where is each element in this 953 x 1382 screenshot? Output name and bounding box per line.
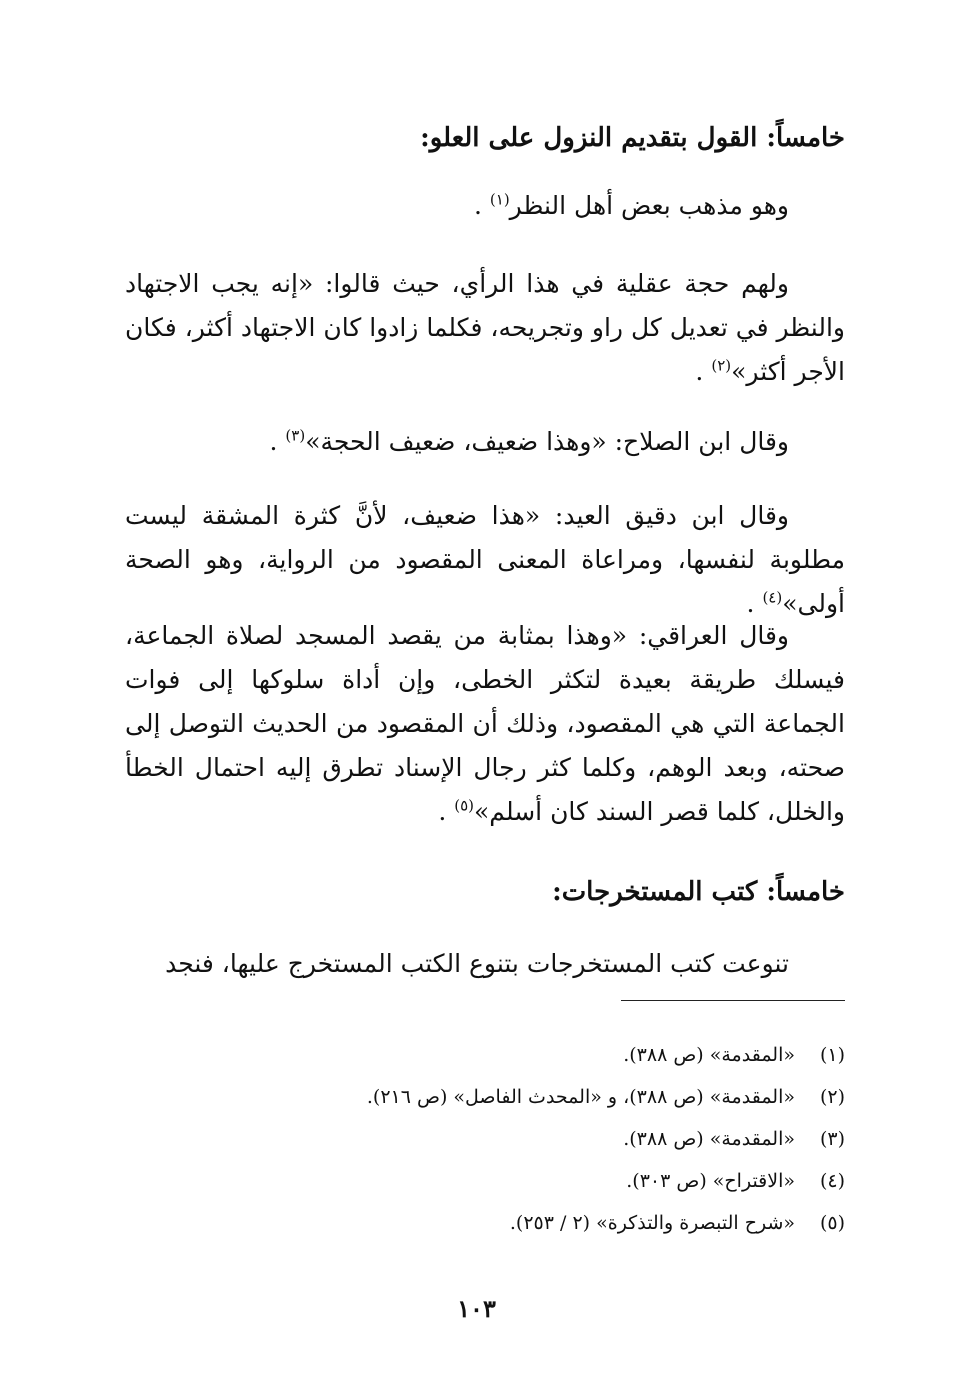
paragraph-intro <box>125 184 845 228</box>
paragraph-aqli-text: ولهم حجة عقلية في هذا الرأي، حيث قالوا: «إنه يجب الاجتهاد والنظر في تعديل كل راو وتجريحه، فكلما زادوا كان الاجتهاد أكثر، فكان الأجر أكثر» <box>125 269 845 386</box>
footnote-text: «الاقتراح» (ص ٣٠٣). <box>626 1170 795 1192</box>
paragraph-mustakhrajat: تنوعت كتب المستخرجات بتنوع الكتب المستخرج عليها، فنجد <box>165 949 789 978</box>
section-heading-nuzul: خامساً: القول بتقديم النزول على العلو: <box>420 123 845 153</box>
footnote-text: «شرح التبصرة والتذكرة» (٢ / ٢٥٣). <box>509 1212 795 1234</box>
paragraph-aqli <box>125 262 845 394</box>
paragraph-ibn-daqiq <box>125 494 845 626</box>
paragraph-iraqi-end: . <box>438 797 455 826</box>
paragraph-ibn-salah-text: وقال ابن الصلاح: «وهذا ضعيف، ضعيف الحجة» <box>305 427 789 456</box>
paragraph-aqli-end: . <box>695 357 712 386</box>
footnote-text: «المقدمة» (ص ٣٨٨)، و «المحدث الفاصل» (ص ٢١٦). <box>366 1086 795 1108</box>
paragraph-intro-end: . <box>473 191 490 220</box>
footnote-item-2 <box>125 1076 845 1118</box>
paragraph-iraqi-text: وقال العراقي: «وهذا بمثابة من يقصد المسجد لصلاة الجماعة، فيسلك طريقة بعيدة لتكثر الخطى، وإن أداة سلوكها إلى فوات الجماعة التي هي المقصود، وذلك أن المقصود من الحديث التوصل إلى صحته، وبعد الوهم، وكلما كثر رجال الإسناد تطرق إليه احتمال الخطأ والخلل، كلما قصر السند كان أسلم» <box>125 621 845 826</box>
footnote-ref-3[interactable]: (٣) <box>285 426 306 445</box>
footnote-ref-1[interactable]: (١) <box>489 190 510 209</box>
footnote-item-4 <box>125 1160 845 1202</box>
footnote-item-1 <box>125 1034 845 1076</box>
footnote-number: (١) <box>819 1044 845 1066</box>
footnote-number: (٣) <box>819 1128 845 1150</box>
paragraph-iraqi <box>125 614 845 834</box>
paragraph-ibn-daqiq-end: . <box>746 589 763 618</box>
footnote-text: «المقدمة» (ص ٣٨٨). <box>623 1044 795 1066</box>
footnote-number: (٤) <box>819 1170 845 1192</box>
footnote-ref-5[interactable]: (٥) <box>454 796 475 815</box>
footnote-item-5 <box>125 1202 845 1244</box>
paragraph-ibn-salah-end: . <box>269 427 286 456</box>
section-heading-mustakhrajat: خامساً: كتب المستخرجات: <box>552 877 845 907</box>
footnote-number: (٥) <box>819 1212 845 1234</box>
paragraph-intro-text: وهو مذهب بعض أهل النظر <box>509 191 789 220</box>
footnote-number: (٢) <box>819 1086 845 1108</box>
footnote-item-3 <box>125 1118 845 1160</box>
footnote-divider <box>621 1000 845 1001</box>
page-number: ١٠٣ <box>457 1294 496 1323</box>
footnote-text: «المقدمة» (ص ٣٨٨). <box>623 1128 795 1150</box>
footnote-ref-4[interactable]: (٤) <box>762 588 783 607</box>
footnotes-list <box>125 1034 845 1244</box>
paragraph-ibn-salah <box>125 420 845 464</box>
footnote-ref-2[interactable]: (٢) <box>711 356 732 375</box>
paragraph-ibn-daqiq-text: وقال ابن دقيق العيد: «هذا ضعيف، لأنَّ كثرة المشقة ليست مطلوبة لنفسها، ومراعاة المعنى المقصود من الرواية، وهو الصحة أولى» <box>125 501 845 618</box>
